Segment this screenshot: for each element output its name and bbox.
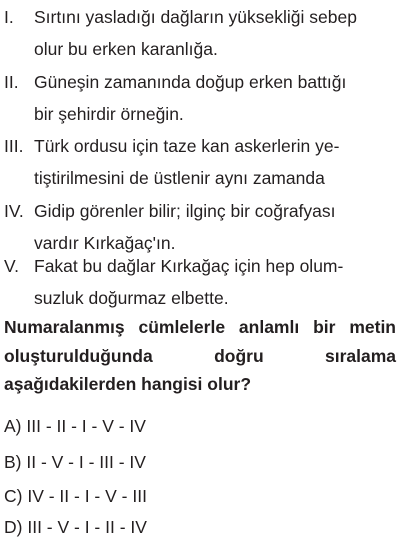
sentence-number: IV.: [4, 201, 24, 221]
sentence-line: vardır Kırkağaç'ın.: [34, 232, 176, 253]
answer-option-d[interactable]: [4, 515, 147, 539]
sentence-line: Gidip görenler bilir; ilginç bir coğrafyası: [34, 201, 336, 221]
sentence-number: I.: [4, 7, 14, 27]
option-text: II - V - I - III - IV: [26, 452, 146, 472]
answer-option-c[interactable]: [4, 484, 147, 508]
sentence-line: Türk ordusu için taze kan askerlerin ye-: [34, 136, 340, 156]
option-letter: A): [4, 416, 22, 436]
option-text: III - II - I - V - IV: [26, 416, 146, 436]
option-letter: D): [4, 517, 23, 537]
sentence-line: Güneşin zamanında doğup erken battığı: [34, 72, 347, 92]
sentence-line: olur bu erken karanlığa.: [34, 38, 218, 59]
option-text: III - V - I - II - IV: [27, 517, 147, 537]
sentence-line: Fakat bu dağlar Kırkağaç için hep olum-: [34, 256, 344, 276]
sentence-number: II.: [4, 72, 19, 92]
sentence-line: Sırtını yasladığı dağların yüksekliği sebep: [34, 7, 357, 27]
answer-option-b[interactable]: [4, 450, 146, 474]
sentence-3: [0, 131, 398, 194]
question-stem: Numaralanmış cümlelerle anlamlı bir metin oluşturulduğunda doğru sıralama aşağıdakilerden hangisi olur?: [4, 317, 396, 394]
sentence-5: [0, 251, 398, 314]
sentence-4: [0, 196, 398, 259]
sentence-line: tiştirilmesini de üstlenir aynı zamanda: [34, 167, 325, 188]
option-letter: B): [4, 452, 22, 472]
sentence-line: suzluk doğurmaz elbette.: [34, 287, 229, 308]
option-letter: C): [4, 486, 23, 506]
sentence-number: III.: [4, 136, 24, 156]
answer-option-a[interactable]: [4, 414, 146, 438]
option-text: IV - II - I - V - III: [27, 486, 147, 506]
sentence-1: [0, 2, 398, 65]
sentence-number: V.: [4, 256, 19, 276]
sentence-line: bir şehirdir örneğin.: [34, 103, 184, 124]
sentence-2: [0, 67, 398, 130]
